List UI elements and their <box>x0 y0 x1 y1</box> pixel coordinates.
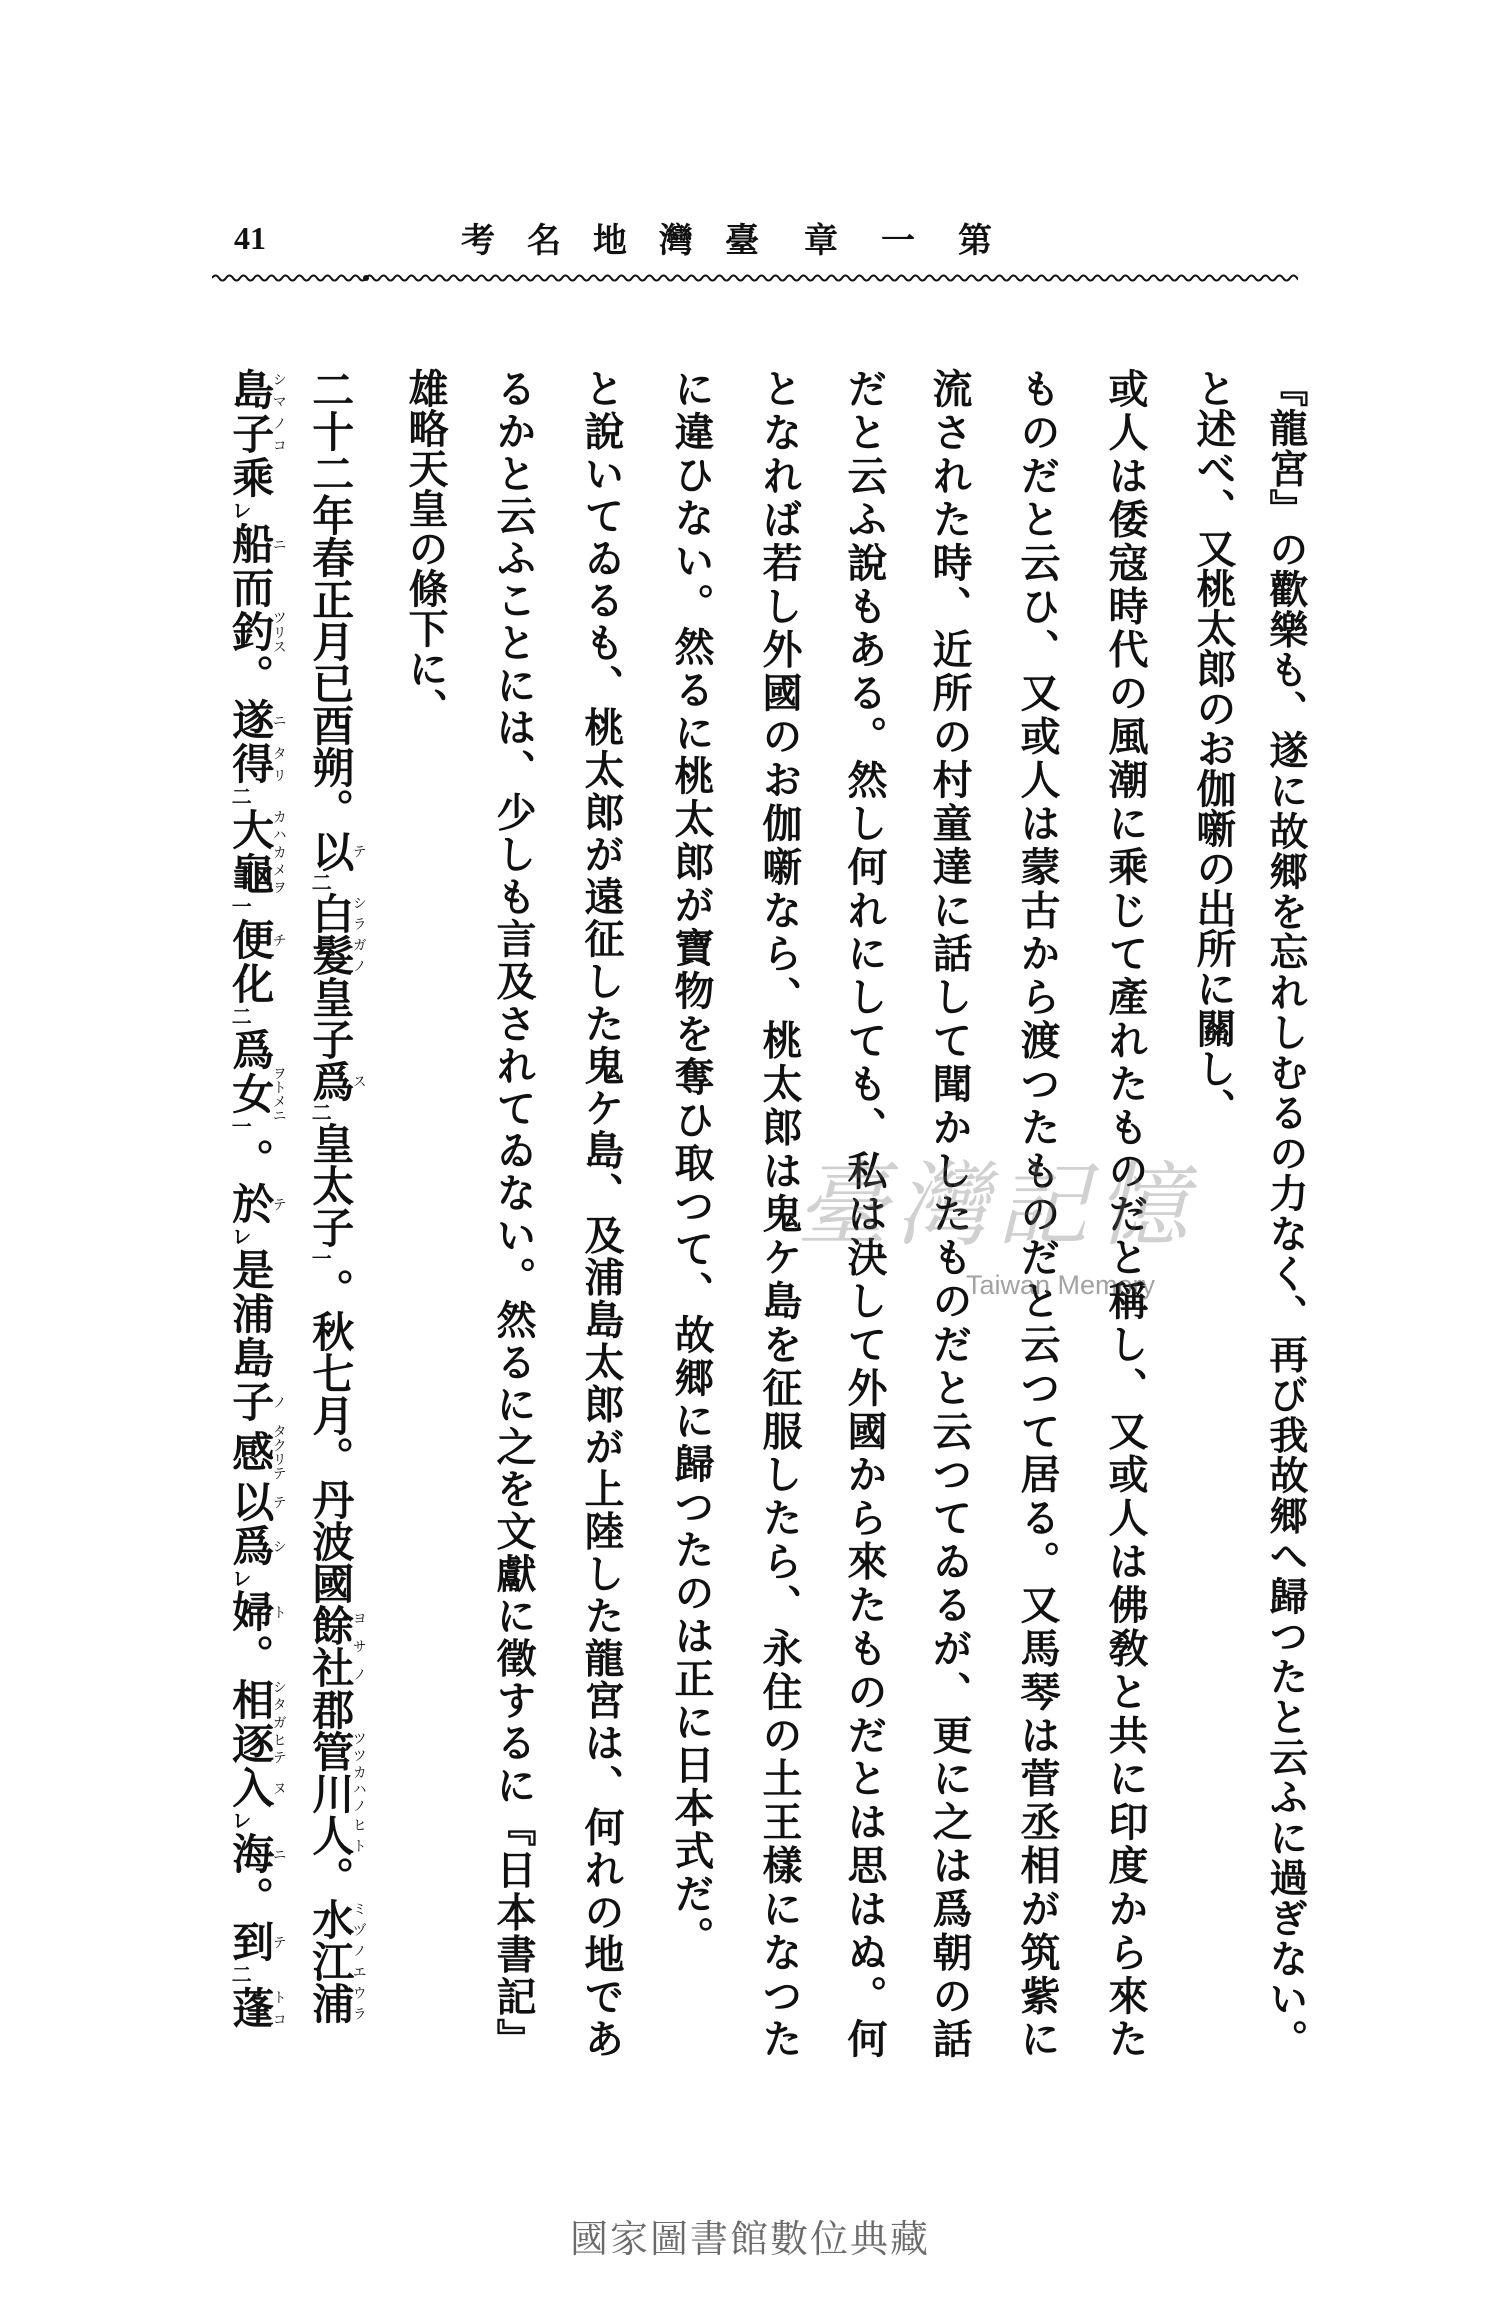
text-segment: となれば若し外國のお伽噺なら、桃太郎は鬼ケ島を征服したら、永住の土王樣になつた <box>756 368 803 2058</box>
furigana: タリ <box>270 742 287 786</box>
furigana: トコ <box>270 1986 287 2030</box>
ruby-base-text: 餘社 <box>306 1604 356 1688</box>
ruby-annotated-text <box>306 1604 367 1688</box>
text-segment: 而 <box>226 566 276 610</box>
furigana: シマノコ <box>270 368 287 456</box>
furigana: テ <box>270 1182 287 1226</box>
text-column <box>227 368 286 2030</box>
ruby-annotated-text <box>306 892 367 976</box>
furigana: ニ <box>270 522 287 566</box>
watermark-logo: 臺灣記憶 <box>796 1152 1197 1259</box>
kaeriten-mark: レ <box>228 1226 253 1248</box>
text-column <box>307 368 366 2024</box>
ruby-annotated-text <box>226 610 287 654</box>
text-segment: 。 <box>306 1856 356 1898</box>
ruby-annotated-text <box>226 1832 287 1876</box>
ruby-base-text: 白髮 <box>306 892 356 976</box>
kaeriten-mark: 二 <box>308 872 333 892</box>
furigana: ヒト <box>350 1814 367 1856</box>
ruby-base-text: 子 <box>226 1380 276 1424</box>
ruby-annotated-text <box>226 918 287 962</box>
ruby-base-text: 船 <box>226 522 276 566</box>
text-segment: るかと云ふことには、少しも言及されてゐない。然るに之を文獻に徵するに『日本書記』 <box>490 368 537 2058</box>
text-column <box>579 368 623 2058</box>
furigana: シ <box>270 1524 287 1568</box>
ruby-annotated-text <box>226 808 287 896</box>
ruby-base-text: 爲 <box>226 1524 276 1568</box>
text-segment: 化 <box>226 962 276 1006</box>
ruby-annotated-text <box>226 1182 287 1226</box>
text-segment: 。 <box>226 1876 276 1920</box>
text-segment: 郡 <box>306 1688 356 1730</box>
furigana: タクリテ <box>270 1424 287 1480</box>
ruby-annotated-text <box>306 1898 367 2024</box>
text-segment: 。 <box>226 654 276 698</box>
ruby-annotated-text <box>226 522 287 566</box>
running-header-book-title: 臺灣地名考 <box>461 221 791 261</box>
rule-ornament <box>363 275 369 281</box>
ruby-annotated-text <box>226 1066 287 1122</box>
ruby-base-text: 入 <box>226 1766 276 1810</box>
ruby-base-text: 人 <box>306 1814 356 1856</box>
text-segment: 流された時、近所の村童達に話して聞かしたものだと云つてゐるが、更に之は爲朝の話 <box>926 368 973 2058</box>
ruby-annotated-text <box>226 1986 287 2030</box>
ruby-annotated-text <box>306 1060 367 1102</box>
ruby-annotated-text <box>226 1678 287 1766</box>
text-segment: 或人は倭寇時代の風潮に乘じて產れたものだと稱し、又或人は佛敎と共に印度から來た <box>1102 368 1149 2058</box>
ruby-base-text: 便 <box>226 918 276 962</box>
ruby-base-text: 女 <box>226 1066 276 1122</box>
furigana: ニ <box>270 1832 287 1876</box>
furigana: ツツカハノ <box>350 1730 367 1814</box>
furigana: テ <box>350 830 367 872</box>
kaeriten-mark: 一 <box>228 1116 253 1138</box>
ruby-annotated-text <box>226 1424 287 1480</box>
furigana: テ <box>270 1920 287 1964</box>
ruby-base-text: 海 <box>226 1832 276 1876</box>
ruby-annotated-text <box>306 1814 367 1856</box>
text-column <box>403 368 447 728</box>
furigana: ヨサノ <box>350 1604 367 1688</box>
text-segment: 是浦島 <box>226 1248 276 1380</box>
text-column <box>669 368 713 1959</box>
ruby-base-text: 島子 <box>226 368 276 456</box>
text-column <box>1264 368 1307 2058</box>
furigana: テ <box>270 1480 287 1524</box>
ruby-annotated-text <box>226 368 287 456</box>
kaeriten-mark: 二 <box>308 1102 333 1122</box>
text-column <box>757 368 801 2058</box>
text-segment: 皇子 <box>306 976 356 1060</box>
furigana: カハカメヲ <box>270 808 287 896</box>
ruby-annotated-text <box>306 830 367 872</box>
ruby-base-text: 釣 <box>226 610 276 654</box>
kaeriten-mark: レ <box>228 1568 253 1590</box>
ruby-base-text: 相逐 <box>226 1678 276 1766</box>
text-segment: ものだと云ひ、又或人は蒙古から渡つたものだと云つて居る。又馬琴は菅丞相が筑紫に <box>1014 368 1061 2059</box>
furigana: ミヅノエウラ <box>350 1898 367 2024</box>
kaeriten-mark: 二 <box>228 1964 253 1986</box>
kaeriten-mark: 二 <box>228 1006 253 1028</box>
ruby-base-text: 爲 <box>306 1060 356 1102</box>
text-segment: 。 <box>226 1634 276 1678</box>
ruby-annotated-text <box>226 742 287 786</box>
ruby-annotated-text <box>226 1920 287 1964</box>
text-segment: 二十二年春正月已酉朔。 <box>306 368 356 830</box>
ruby-annotated-text <box>306 1730 367 1814</box>
text-segment: 雄略天皇の條下に、 <box>402 368 449 728</box>
furigana: ヌ <box>270 1766 287 1810</box>
ruby-annotated-text <box>226 1766 287 1810</box>
text-column <box>491 368 535 2058</box>
page-number: 41 <box>234 220 266 256</box>
furigana: シラガノ <box>350 892 367 976</box>
text-column <box>1191 368 1235 1128</box>
kaeriten-mark: 一 <box>228 896 253 918</box>
ruby-base-text: 以 <box>226 1480 276 1524</box>
furigana: ノ <box>270 1380 287 1424</box>
text-segment: 乘 <box>226 456 276 500</box>
ruby-base-text: 婦 <box>226 1590 276 1634</box>
kaeriten-mark: レ <box>228 500 253 522</box>
ruby-base-text: 蓬 <box>226 1986 276 2030</box>
kaeriten-mark: レ <box>228 1810 253 1832</box>
ruby-base-text: 大龜 <box>226 808 276 896</box>
header-wavy-rule <box>212 268 1298 288</box>
text-segment: 『龍宮』の歡樂も、遂に故郷を忘れしむるの力なく、再び我故郷へ歸つたと云ふに過ぎない。 <box>1262 368 1309 2059</box>
ruby-annotated-text <box>226 1480 287 1524</box>
ruby-base-text: 管川 <box>306 1730 356 1814</box>
text-segment: と說いてゐるも、桃太郎が遠征した鬼ケ島、及浦島太郎が上陸した龍宮は、何れの地であ <box>578 368 625 2058</box>
text-segment: 。 <box>226 1138 276 1182</box>
digital-collection-footer: 國家圖書館數位典藏 <box>569 2217 930 2261</box>
ruby-annotated-text <box>226 698 287 742</box>
ruby-base-text: 得 <box>226 742 276 786</box>
text-segment: だと云ふ說もある。然し何れにしても、私は決して外國から來たものだとは思はぬ。何 <box>841 368 888 2058</box>
text-segment: 爲 <box>226 1028 276 1072</box>
text-segment: と述べ、又桃太郎のお伽噺の出所に關し、 <box>1190 368 1237 1128</box>
furigana: シタガヒテ <box>270 1678 287 1766</box>
text-segment: に違ひない。然るに桃太郎が寶物を奪ひ取つて、故郷に歸つたのは正に日本式だ。 <box>668 368 715 1959</box>
ruby-base-text: 於 <box>226 1182 276 1226</box>
running-header-chapter: 第一章 <box>804 221 1035 261</box>
kaeriten-mark: 二 <box>228 786 253 808</box>
kaeriten-mark: 一 <box>308 1248 333 1268</box>
furigana: チ <box>270 918 287 962</box>
furigana: ツリス <box>270 610 287 654</box>
text-segment: 。秋七月。丹波國 <box>306 1268 356 1604</box>
furigana: ヲトメニ <box>270 1066 287 1122</box>
text-segment: 皇太子 <box>306 1122 356 1248</box>
ruby-annotated-text <box>226 1524 287 1568</box>
furigana: ト <box>270 1590 287 1634</box>
furigana: ニ <box>270 698 287 742</box>
furigana: ス <box>350 1060 367 1102</box>
ruby-annotated-text <box>226 1380 287 1424</box>
ruby-annotated-text <box>226 1590 287 1634</box>
ruby-base-text: 遂 <box>226 698 276 742</box>
ruby-base-text: 感 <box>226 1424 276 1480</box>
watermark-subtitle: Taiwan Memory <box>966 1270 1156 1300</box>
ruby-base-text: 水江浦 <box>306 1898 356 2024</box>
ruby-base-text: 到 <box>226 1920 276 1964</box>
ruby-base-text: 以 <box>306 830 356 872</box>
